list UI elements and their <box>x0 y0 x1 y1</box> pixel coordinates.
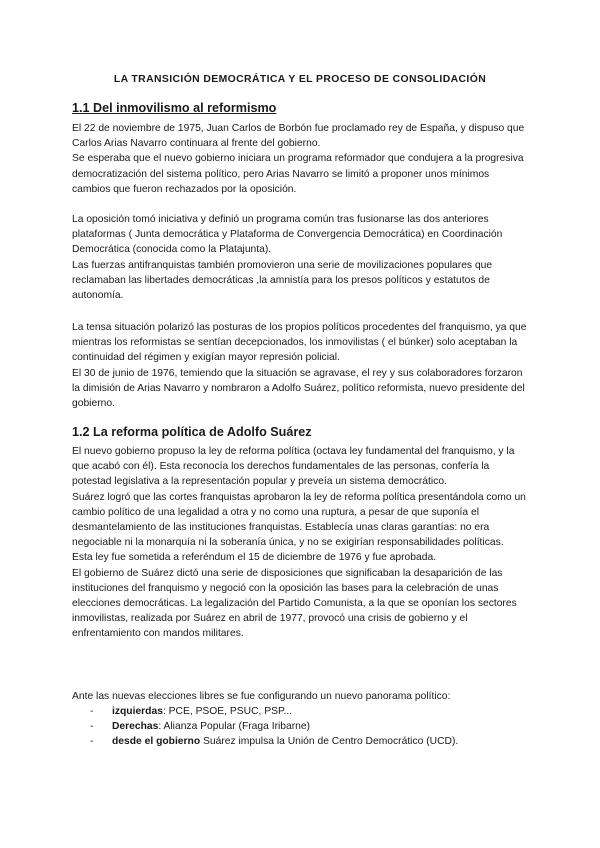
section-1-block-c <box>72 320 530 411</box>
paragraph: La oposición tomó iniciativa y definió un programa común tras fusionarse las dos anteriores plataformas ( Junta democrática y Plataforma de Convergencia Democrática) en Coordinación Democrática (conocida como la Platajunta). <box>72 214 503 256</box>
paragraph: Ante las nuevas elecciones libres se fue configurando un nuevo panorama político: <box>72 691 451 702</box>
paragraph: El 30 de junio de 1976, temiendo que la situación se agravase, el rey y sus colaboradores forzaron la dimisión de Arias Navarro y nombraron a Adolfo Suárez, político reformista, nuevo presidente del gobierno. <box>72 367 525 410</box>
section-1-block-a <box>72 121 530 197</box>
list-item <box>90 704 530 719</box>
parties-list <box>90 704 530 750</box>
list-text: Alianza Popular (Fraga Iribarne) <box>163 721 311 733</box>
paragraph: El nuevo gobierno propuso la ley de reforma política (octava ley fundamental del franquismo, y la que acabó con él). Esta reconocía los derechos fundamentales de las personas, confería la potestad legislativa a la representación popular y preveía un sistema democrático. <box>72 446 515 488</box>
section-1-heading: 1.1 Del inmovilismo al reformismo <box>72 101 277 115</box>
list-term: izquierdas <box>112 706 163 717</box>
section-2-block-a <box>72 444 530 642</box>
list-item <box>90 734 530 749</box>
document-title: LA TRANSICIÓN DEMOCRÁTICA Y EL PROCESO DE CONSOLIDACIÓN <box>113 74 487 85</box>
section-2-heading: 1.2 La reforma política de Adolfo Suárez <box>72 425 312 439</box>
list-item <box>90 719 530 734</box>
paragraph: Se esperaba que el nuevo gobierno iniciara un programa reformador que condujera a la progresiva democratización del sistema político, pero Arias Navarro se limitó a proponer unos mínimos cambios que fueron rechazados por la oposición. <box>72 153 524 195</box>
paragraph: El 22 de noviembre de 1975, Juan Carlos de Borbón fue proclamado rey de España, y dispuso que Carlos Arias Navarro continuara al frente del gobierno. <box>72 123 525 150</box>
paragraph: El gobierno de Suárez dictó una serie de disposiciones que significaban la desaparición de las instituciones del franquismo y negoció con la oposición las bases para la celebración de unas elecciones democráticas. La legalización del Partido Comunista, a la que se oponían los sectores inmovilistas, realizada por Suárez en abril de 1977, provocó una crisis de gobierno y el enfrentamiento con mandos militares. <box>72 567 517 640</box>
section-2-block-b <box>72 689 530 704</box>
paragraph: Suárez logró que las cortes franquistas aprobaron la ley de reforma política presentándola como un cambio político de una legalidad a otra y no como una ruptura, a pesar de que suponía el desmantelamiento de las instituciones franquistas. Establecía unas claras garantías: no era negociable ni la monarquía ni la soberanía única, y no se exigirían responsabilidades políticas. <box>72 491 526 549</box>
list-dash: - <box>90 706 94 717</box>
list-dash: - <box>90 721 94 733</box>
paragraph: Esta ley fue sometida a referéndum el 15 de diciembre de 1976 y fue aprobada. <box>72 552 437 564</box>
list-separator: : <box>162 706 169 717</box>
list-dash: - <box>90 736 94 748</box>
list-term: desde el gobierno <box>112 736 201 748</box>
paragraph: Las fuerzas antifranquistas también promovieron una serie de movilizaciones populares que reclamaban las libertades democráticas ,la amnistía para los presos políticos y estatutos de autonomía. <box>72 259 493 302</box>
list-separator: : <box>158 721 164 733</box>
paragraph: La tensa situación polarizó las posturas de los propios políticos procedentes del franquismo, ya que mientras los reformistas se sentían decepcionados, los inmovilistas ( el búnker) solo aceptaban la continuidad del régimen y exigían mayor represión policial. <box>72 322 527 364</box>
section-1-block-b <box>72 212 530 303</box>
list-term: Derechas <box>112 721 159 733</box>
list-text: Suárez impulsa la Unión de Centro Democrático (UCD). <box>203 736 459 748</box>
list-text: PCE, PSOE, PSUC, PSP... <box>168 706 293 717</box>
